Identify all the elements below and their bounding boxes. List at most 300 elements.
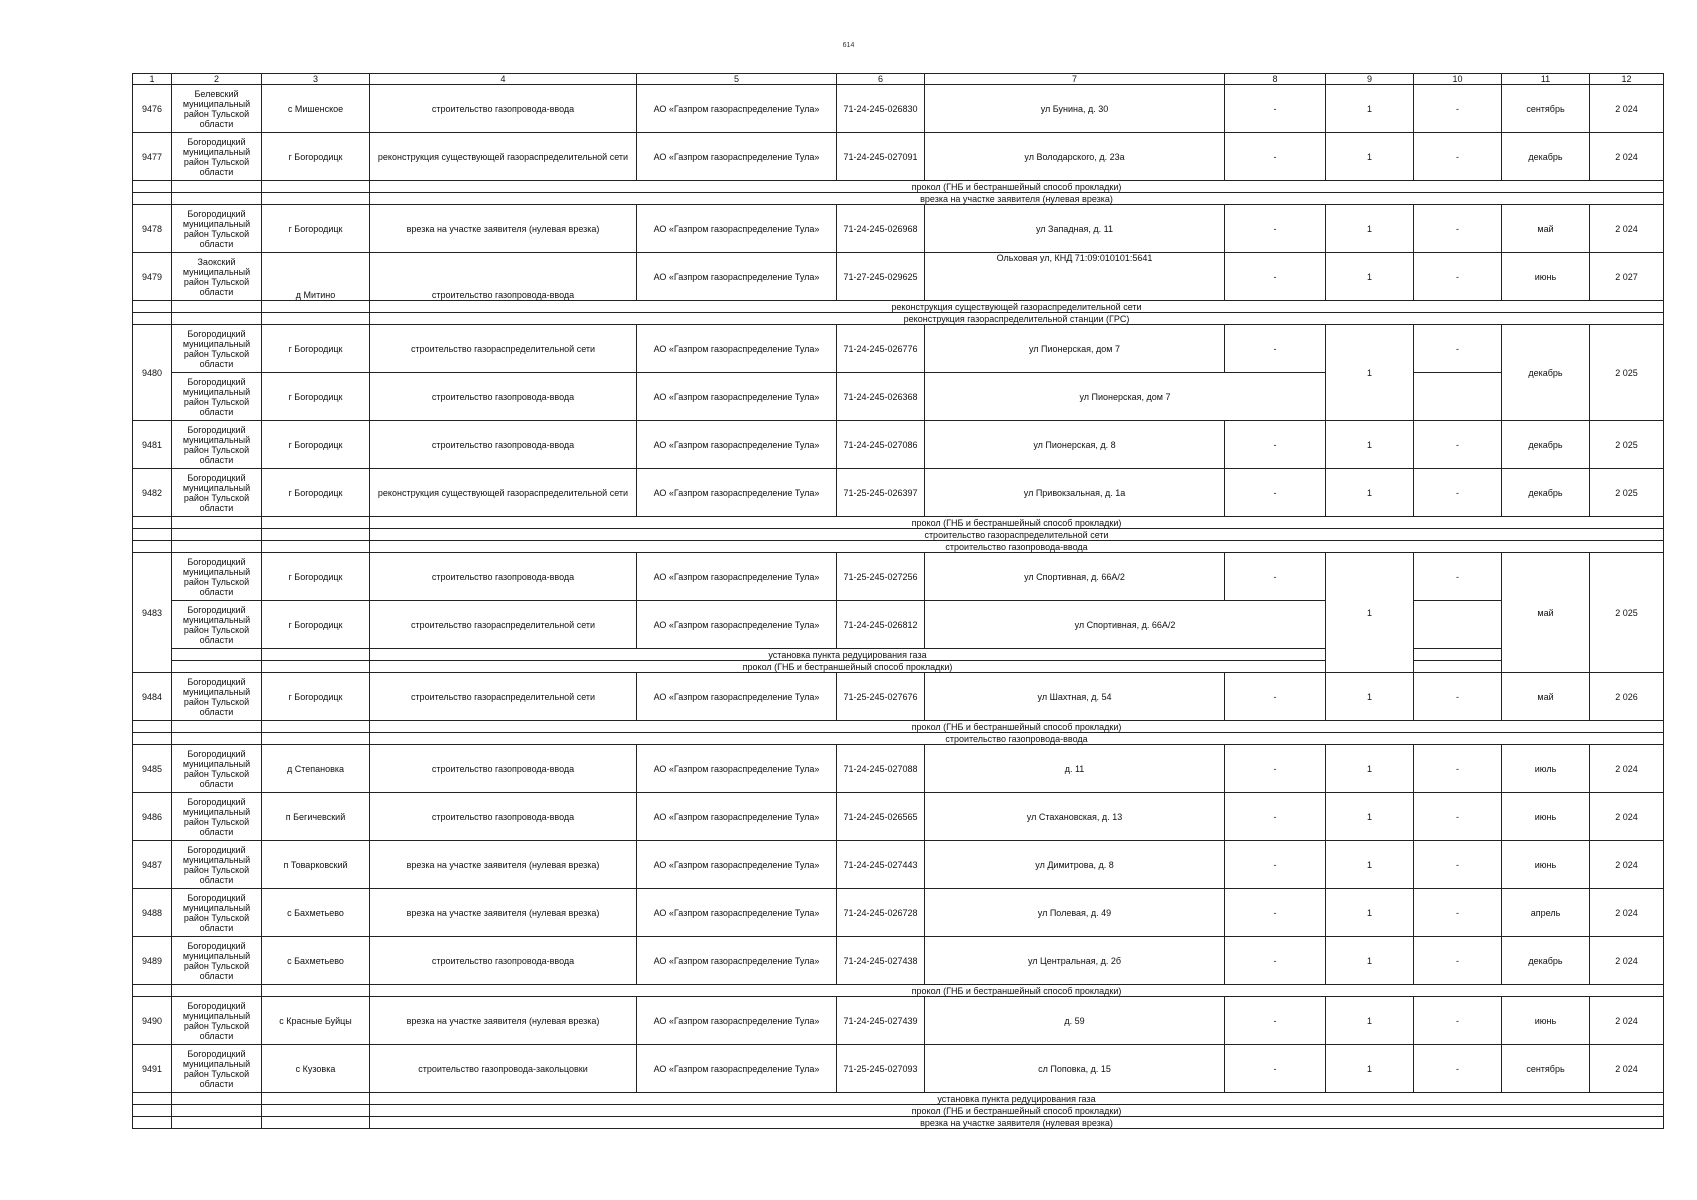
year-cell: 2 025 <box>1590 553 1664 673</box>
work-type-cell: строительство газораспределительной сети <box>370 325 637 373</box>
row-number: 9482 <box>133 469 172 517</box>
year-cell: 2 024 <box>1590 937 1664 985</box>
organization-cell: АО «Газпром газораспределение Тула» <box>637 937 837 985</box>
application-code-cell: 71-24-245-026968 <box>837 205 925 253</box>
work-type-cell: строительство газопровода-ввода <box>370 85 637 133</box>
empty-cell <box>133 193 172 205</box>
header-cell: 2 <box>172 74 262 85</box>
organization-cell: АО «Газпром газораспределение Тула» <box>637 469 837 517</box>
organization-cell: АО «Газпром газораспределение Тула» <box>637 553 837 601</box>
column-9-cell: 1 <box>1326 1045 1414 1093</box>
sub-work-text: врезка на участке заявителя (нулевая врезка) <box>370 1117 1664 1129</box>
empty-cell <box>1414 661 1502 673</box>
application-code-cell: 71-24-245-026368 <box>837 373 925 421</box>
application-code-cell: 71-24-245-026812 <box>837 601 925 649</box>
header-cell: 1 <box>133 74 172 85</box>
register-table <box>132 73 1664 1129</box>
empty-cell <box>172 529 262 541</box>
sub-work-text: прокол (ГНБ и бестраншейный способ прокладки) <box>370 1105 1664 1117</box>
sub-work-text: врезка на участке заявителя (нулевая врезка) <box>370 193 1664 205</box>
application-code-cell: 71-25-245-026397 <box>837 469 925 517</box>
sub-work-row <box>133 541 1664 553</box>
sub-work-row <box>133 517 1664 529</box>
column-8-cell: - <box>1225 325 1326 373</box>
empty-cell <box>172 541 262 553</box>
column-10-cell <box>1414 373 1502 421</box>
month-cell: сентябрь <box>1502 85 1590 133</box>
column-10-cell: - <box>1414 133 1502 181</box>
column-10-cell: - <box>1414 673 1502 721</box>
empty-cell <box>172 517 262 529</box>
empty-cell <box>172 1093 262 1105</box>
district-cell: Богородицкий муниципальный район Тульской области <box>172 841 262 889</box>
district-cell: Богородицкий муниципальный район Тульской области <box>172 673 262 721</box>
column-10-cell: - <box>1414 937 1502 985</box>
district-cell: Богородицкий муниципальный район Тульской области <box>172 325 262 373</box>
application-code-cell: 71-24-245-027439 <box>837 997 925 1045</box>
table-row <box>133 673 1664 721</box>
row-number: 9491 <box>133 1045 172 1093</box>
application-code-cell: 71-24-245-026830 <box>837 85 925 133</box>
header-cell: 11 <box>1502 74 1590 85</box>
work-type-cell: строительство газопровода-ввода <box>370 553 637 601</box>
empty-cell <box>172 181 262 193</box>
sub-work-row <box>133 649 1664 661</box>
header-cell: 9 <box>1326 74 1414 85</box>
year-cell: 2 024 <box>1590 745 1664 793</box>
column-9-cell: 1 <box>1326 469 1414 517</box>
sub-work-row <box>133 1117 1664 1129</box>
column-10-cell: - <box>1414 469 1502 517</box>
page-number: 614 <box>842 42 855 49</box>
empty-cell <box>133 1117 172 1129</box>
empty-cell <box>262 181 370 193</box>
district-cell: Богородицкий муниципальный район Тульской области <box>172 889 262 937</box>
locality-cell: г Богородицк <box>262 325 370 373</box>
sub-work-text: строительство газопровода-ввода <box>370 733 1664 745</box>
column-8-cell: - <box>1225 85 1326 133</box>
work-type-cell: строительство газопровода-ввода <box>370 745 637 793</box>
address-cell: Ольховая ул, КНД 71:09:010101:5641 <box>925 253 1225 301</box>
table-row <box>133 997 1664 1045</box>
address-cell: ул Центральная, д. 2б <box>925 937 1225 985</box>
month-cell: май <box>1502 553 1590 673</box>
column-9-cell: 1 <box>1326 997 1414 1045</box>
empty-cell <box>262 985 370 997</box>
application-code-cell: 71-24-245-027438 <box>837 937 925 985</box>
sub-work-row <box>133 529 1664 541</box>
district-cell: Богородицкий муниципальный район Тульской области <box>172 745 262 793</box>
address-cell: ул Полевая, д. 49 <box>925 889 1225 937</box>
month-cell: июнь <box>1502 997 1590 1045</box>
column-8-cell: - <box>1225 133 1326 181</box>
table-row <box>133 553 1664 601</box>
organization-cell: АО «Газпром газораспределение Тула» <box>637 889 837 937</box>
sub-work-row <box>133 181 1664 193</box>
sub-work-text: реконструкция существующей газораспределительной сети <box>370 301 1664 313</box>
empty-cell <box>262 721 370 733</box>
header-cell: 3 <box>262 74 370 85</box>
sub-work-text: прокол (ГНБ и бестраншейный способ прокладки) <box>370 661 1326 673</box>
column-10-cell: - <box>1414 841 1502 889</box>
district-cell: Белевский муниципальный район Тульской области <box>172 85 262 133</box>
empty-cell <box>133 985 172 997</box>
application-code-cell: 71-24-245-026776 <box>837 325 925 373</box>
locality-cell: г Богородицк <box>262 133 370 181</box>
empty-cell <box>262 733 370 745</box>
table-row <box>133 889 1664 937</box>
sub-work-row <box>133 721 1664 733</box>
district-cell: Богородицкий муниципальный район Тульской области <box>172 937 262 985</box>
row-number: 9489 <box>133 937 172 985</box>
table-row <box>133 469 1664 517</box>
sub-work-row <box>133 193 1664 205</box>
empty-cell <box>133 733 172 745</box>
sub-work-text: строительство газораспределительной сети <box>370 529 1664 541</box>
organization-cell: АО «Газпром газораспределение Тула» <box>637 85 837 133</box>
empty-cell <box>262 301 370 313</box>
column-8-cell: - <box>1225 793 1326 841</box>
locality-cell: г Богородицк <box>262 373 370 421</box>
row-number: 9487 <box>133 841 172 889</box>
address-cell: ул Пионерская, дом 7 <box>925 325 1225 373</box>
district-cell: Богородицкий муниципальный район Тульской области <box>172 373 262 421</box>
column-10-cell: - <box>1414 253 1502 301</box>
organization-cell: АО «Газпром газораспределение Тула» <box>637 793 837 841</box>
work-type-cell: строительство газопровода-ввода <box>370 421 637 469</box>
table-row <box>133 937 1664 985</box>
column-10-cell: - <box>1414 85 1502 133</box>
organization-cell: АО «Газпром газораспределение Тула» <box>637 841 837 889</box>
empty-cell <box>133 1093 172 1105</box>
locality-cell: г Богородицк <box>262 673 370 721</box>
month-cell: декабрь <box>1502 469 1590 517</box>
empty-cell <box>172 301 262 313</box>
work-type-cell: реконструкция существующей газораспределительной сети <box>370 469 637 517</box>
table-row <box>133 745 1664 793</box>
address-cell: д. 11 <box>925 745 1225 793</box>
sub-work-text: прокол (ГНБ и бестраншейный способ прокладки) <box>370 985 1664 997</box>
organization-cell: АО «Газпром газораспределение Тула» <box>637 133 837 181</box>
locality-cell: с Красные Буйцы <box>262 997 370 1045</box>
empty-cell <box>172 733 262 745</box>
column-8-cell: - <box>1225 421 1326 469</box>
column-8-cell: - <box>1225 553 1326 601</box>
district-cell: Богородицкий муниципальный район Тульской области <box>172 133 262 181</box>
empty-cell <box>133 181 172 193</box>
empty-cell <box>133 517 172 529</box>
locality-cell: д Митино <box>262 253 370 301</box>
register-body <box>133 74 1664 1129</box>
application-code-cell: 71-24-245-026565 <box>837 793 925 841</box>
empty-cell <box>172 985 262 997</box>
month-cell: май <box>1502 673 1590 721</box>
application-code-cell: 71-24-245-027091 <box>837 133 925 181</box>
work-type-cell: врезка на участке заявителя (нулевая врезка) <box>370 841 637 889</box>
column-9-cell: 1 <box>1326 937 1414 985</box>
locality-cell: г Богородицк <box>262 205 370 253</box>
month-cell: июнь <box>1502 841 1590 889</box>
empty-cell <box>172 721 262 733</box>
organization-cell: АО «Газпром газораспределение Тула» <box>637 205 837 253</box>
application-code-cell: 71-25-245-027093 <box>837 1045 925 1093</box>
sub-work-row <box>133 313 1664 325</box>
column-10-cell: - <box>1414 745 1502 793</box>
column-9-cell: 1 <box>1326 745 1414 793</box>
locality-cell: г Богородицк <box>262 421 370 469</box>
empty-cell <box>133 721 172 733</box>
column-8-cell: - <box>1225 1045 1326 1093</box>
year-cell: 2 024 <box>1590 205 1664 253</box>
month-cell: декабрь <box>1502 325 1590 421</box>
work-type-cell: строительство газопровода-ввода <box>370 373 637 421</box>
column-10-cell <box>1414 601 1502 649</box>
table-row <box>133 601 1664 649</box>
locality-cell: г Богородицк <box>262 553 370 601</box>
header-cell: 10 <box>1414 74 1502 85</box>
year-cell: 2 025 <box>1590 469 1664 517</box>
empty-cell <box>262 541 370 553</box>
row-number: 9484 <box>133 673 172 721</box>
row-number: 9480 <box>133 325 172 421</box>
table-row <box>133 133 1664 181</box>
row-number: 9477 <box>133 133 172 181</box>
district-cell: Богородицкий муниципальный район Тульской области <box>172 469 262 517</box>
column-9-cell: 1 <box>1326 553 1414 673</box>
table-row <box>133 373 1664 421</box>
sub-work-row <box>133 1105 1664 1117</box>
empty-cell <box>133 541 172 553</box>
application-code-cell: 71-25-245-027676 <box>837 673 925 721</box>
column-9-cell: 1 <box>1326 889 1414 937</box>
row-number: 9483 <box>133 553 172 673</box>
empty-cell <box>133 313 172 325</box>
address-cell: ул Пионерская, дом 7 <box>925 373 1326 421</box>
work-type-cell: строительство газораспределительной сети <box>370 601 637 649</box>
month-cell: сентябрь <box>1502 1045 1590 1093</box>
empty-cell <box>133 301 172 313</box>
month-cell: декабрь <box>1502 421 1590 469</box>
month-cell: декабрь <box>1502 937 1590 985</box>
column-9-cell: 1 <box>1326 325 1414 421</box>
application-code-cell: 71-24-245-027086 <box>837 421 925 469</box>
locality-cell: д Степановка <box>262 745 370 793</box>
column-8-cell: - <box>1225 889 1326 937</box>
organization-cell: АО «Газпром газораспределение Тула» <box>637 745 837 793</box>
column-8-cell: - <box>1225 997 1326 1045</box>
table-row <box>133 841 1664 889</box>
column-9-cell: 1 <box>1326 85 1414 133</box>
organization-cell: АО «Газпром газораспределение Тула» <box>637 1045 837 1093</box>
locality-cell: г Богородицк <box>262 469 370 517</box>
year-cell: 2 024 <box>1590 133 1664 181</box>
district-cell: Богородицкий муниципальный район Тульской области <box>172 205 262 253</box>
district-cell: Богородицкий муниципальный район Тульской области <box>172 1045 262 1093</box>
empty-cell <box>172 1117 262 1129</box>
district-cell: Богородицкий муниципальный район Тульской области <box>172 793 262 841</box>
empty-cell <box>262 649 370 661</box>
column-10-cell: - <box>1414 889 1502 937</box>
empty-cell <box>262 313 370 325</box>
address-cell: ул Спортивная, д. 66А/2 <box>925 601 1326 649</box>
table-row <box>133 1045 1664 1093</box>
sub-work-text: строительство газопровода-ввода <box>370 541 1664 553</box>
sub-work-row <box>133 733 1664 745</box>
empty-cell <box>133 1105 172 1117</box>
column-8-cell: - <box>1225 469 1326 517</box>
sub-work-row <box>133 1093 1664 1105</box>
empty-cell <box>172 193 262 205</box>
address-cell: ул Володарского, д. 23а <box>925 133 1225 181</box>
column-10-cell: - <box>1414 421 1502 469</box>
year-cell: 2 025 <box>1590 325 1664 421</box>
month-cell: июль <box>1502 745 1590 793</box>
sub-work-row <box>133 661 1664 673</box>
locality-cell: с Бахметьево <box>262 937 370 985</box>
column-9-cell: 1 <box>1326 253 1414 301</box>
column-8-cell: - <box>1225 205 1326 253</box>
sub-work-text: прокол (ГНБ и бестраншейный способ прокладки) <box>370 517 1664 529</box>
column-number-header <box>133 74 1664 85</box>
locality-cell: г Богородицк <box>262 601 370 649</box>
column-8-cell: - <box>1225 937 1326 985</box>
district-cell: Богородицкий муниципальный район Тульской области <box>172 997 262 1045</box>
column-9-cell: 1 <box>1326 205 1414 253</box>
year-cell: 2 026 <box>1590 673 1664 721</box>
application-code-cell: 71-24-245-027088 <box>837 745 925 793</box>
sub-work-text: прокол (ГНБ и бестраншейный способ прокладки) <box>370 181 1664 193</box>
work-type-cell: строительство газораспределительной сети <box>370 673 637 721</box>
work-type-cell: строительство газопровода-ввода <box>370 793 637 841</box>
locality-cell: с Мишенское <box>262 85 370 133</box>
column-10-cell: - <box>1414 553 1502 601</box>
address-cell: ул Стахановская, д. 13 <box>925 793 1225 841</box>
header-cell: 12 <box>1590 74 1664 85</box>
column-9-cell: 1 <box>1326 673 1414 721</box>
sub-work-text: установка пункта редуцирования газа <box>370 1093 1664 1105</box>
empty-cell <box>172 1105 262 1117</box>
locality-cell: с Бахметьево <box>262 889 370 937</box>
month-cell: июнь <box>1502 793 1590 841</box>
address-cell: ул Спортивная, д. 66А/2 <box>925 553 1225 601</box>
empty-cell <box>262 529 370 541</box>
work-type-cell: реконструкция существующей газораспределительной сети <box>370 133 637 181</box>
header-cell: 8 <box>1225 74 1326 85</box>
year-cell: 2 027 <box>1590 253 1664 301</box>
row-number: 9485 <box>133 745 172 793</box>
table-row <box>133 325 1664 373</box>
column-10-cell: - <box>1414 325 1502 373</box>
column-9-cell: 1 <box>1326 421 1414 469</box>
table-row <box>133 253 1664 301</box>
column-10-cell: - <box>1414 997 1502 1045</box>
organization-cell: АО «Газпром газораспределение Тула» <box>637 325 837 373</box>
organization-cell: АО «Газпром газораспределение Тула» <box>637 997 837 1045</box>
sub-work-row <box>133 301 1664 313</box>
locality-cell: п Товарковский <box>262 841 370 889</box>
row-number: 9486 <box>133 793 172 841</box>
table-row <box>133 793 1664 841</box>
empty-cell <box>172 661 262 673</box>
address-cell: сл Поповка, д. 15 <box>925 1045 1225 1093</box>
application-code-cell: 71-27-245-029625 <box>837 253 925 301</box>
year-cell: 2 024 <box>1590 1045 1664 1093</box>
address-cell: ул Шахтная, д. 54 <box>925 673 1225 721</box>
sub-work-row <box>133 985 1664 997</box>
column-9-cell: 1 <box>1326 133 1414 181</box>
address-cell: д. 59 <box>925 997 1225 1045</box>
application-code-cell: 71-24-245-027443 <box>837 841 925 889</box>
month-cell: апрель <box>1502 889 1590 937</box>
organization-cell: АО «Газпром газораспределение Тула» <box>637 601 837 649</box>
year-cell: 2 024 <box>1590 889 1664 937</box>
header-cell: 4 <box>370 74 637 85</box>
column-8-cell: - <box>1225 841 1326 889</box>
row-number: 9481 <box>133 421 172 469</box>
work-type-cell: строительство газопровода-закольцовки <box>370 1045 637 1093</box>
column-10-cell: - <box>1414 793 1502 841</box>
sub-work-text: реконструкция газораспределительной станции (ГРС) <box>370 313 1664 325</box>
column-8-cell: - <box>1225 253 1326 301</box>
row-number: 9490 <box>133 997 172 1045</box>
work-type-cell: врезка на участке заявителя (нулевая врезка) <box>370 997 637 1045</box>
application-code-cell: 71-24-245-026728 <box>837 889 925 937</box>
district-cell: Заокский муниципальный район Тульской области <box>172 253 262 301</box>
empty-cell <box>262 517 370 529</box>
locality-cell: с Кузовка <box>262 1045 370 1093</box>
district-cell: Богородицкий муниципальный район Тульской области <box>172 601 262 649</box>
address-cell: ул Привокзальная, д. 1а <box>925 469 1225 517</box>
column-9-cell: 1 <box>1326 841 1414 889</box>
row-number: 9488 <box>133 889 172 937</box>
organization-cell: АО «Газпром газораспределение Тула» <box>637 673 837 721</box>
district-cell: Богородицкий муниципальный район Тульской области <box>172 553 262 601</box>
header-cell: 7 <box>925 74 1225 85</box>
row-number: 9476 <box>133 85 172 133</box>
sub-work-text: прокол (ГНБ и бестраншейный способ прокладки) <box>370 721 1664 733</box>
table-row <box>133 421 1664 469</box>
work-type-cell: врезка на участке заявителя (нулевая врезка) <box>370 205 637 253</box>
empty-cell <box>262 193 370 205</box>
address-cell: ул Пионерская, д. 8 <box>925 421 1225 469</box>
locality-cell: п Бегичевский <box>262 793 370 841</box>
header-cell: 6 <box>837 74 925 85</box>
year-cell: 2 024 <box>1590 793 1664 841</box>
organization-cell: АО «Газпром газораспределение Тула» <box>637 253 837 301</box>
year-cell: 2 024 <box>1590 841 1664 889</box>
year-cell: 2 024 <box>1590 85 1664 133</box>
empty-cell <box>1414 649 1502 661</box>
row-number: 9479 <box>133 253 172 301</box>
year-cell: 2 025 <box>1590 421 1664 469</box>
table-row <box>133 205 1664 253</box>
address-cell: ул Западная, д. 11 <box>925 205 1225 253</box>
sub-work-text: установка пункта редуцирования газа <box>370 649 1326 661</box>
column-9-cell: 1 <box>1326 793 1414 841</box>
empty-cell <box>133 529 172 541</box>
application-code-cell: 71-25-245-027256 <box>837 553 925 601</box>
empty-cell <box>262 1117 370 1129</box>
organization-cell: АО «Газпром газораспределение Тула» <box>637 421 837 469</box>
row-number: 9478 <box>133 205 172 253</box>
month-cell: июнь <box>1502 253 1590 301</box>
empty-cell <box>172 313 262 325</box>
work-type-cell: строительство газопровода-ввода <box>370 253 637 301</box>
empty-cell <box>172 649 262 661</box>
column-10-cell: - <box>1414 1045 1502 1093</box>
column-8-cell: - <box>1225 745 1326 793</box>
address-cell: ул Димитрова, д. 8 <box>925 841 1225 889</box>
